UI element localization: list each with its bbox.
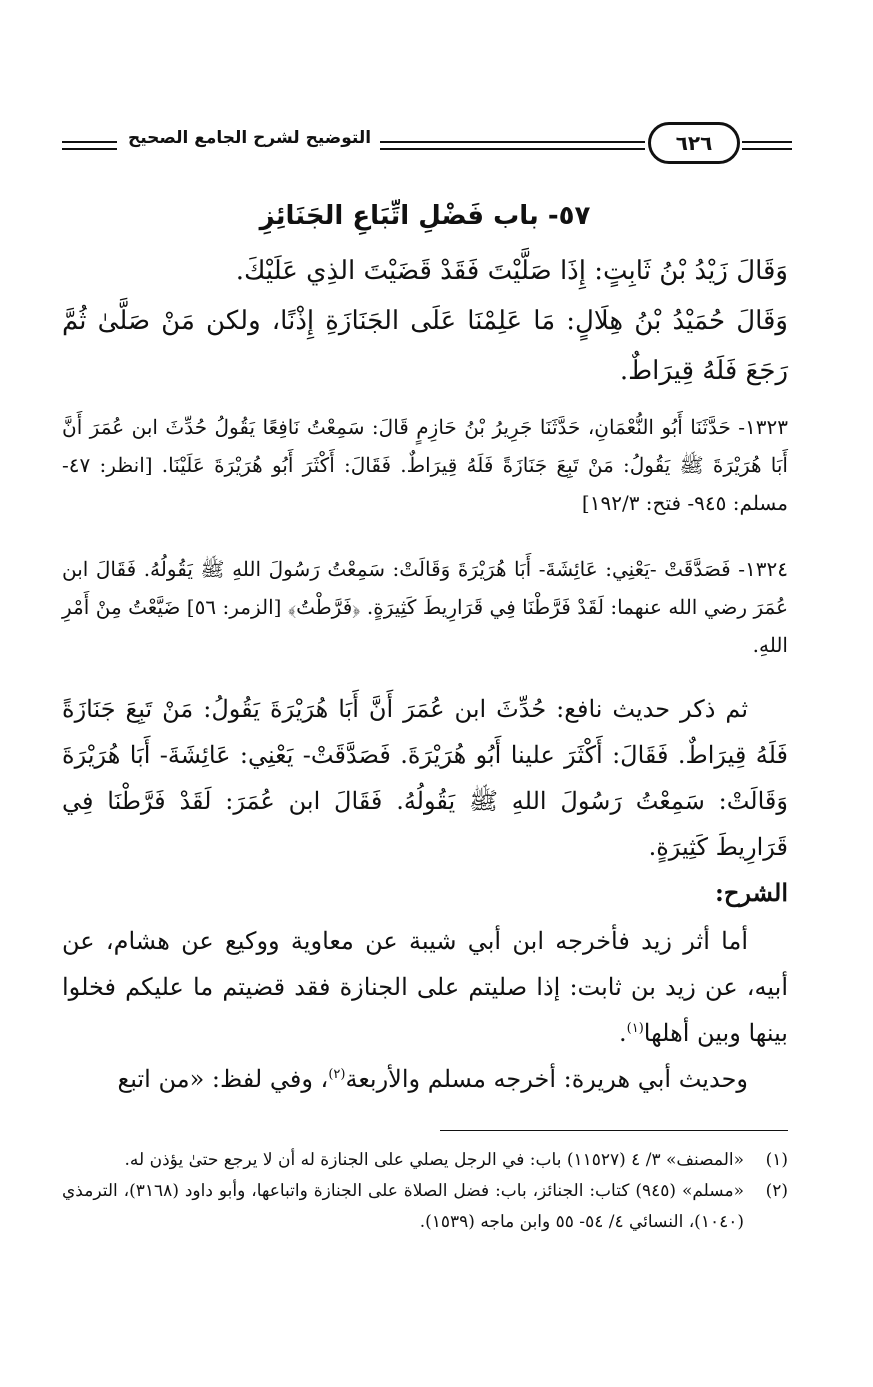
chapter-quotes [62, 246, 788, 396]
sharh-paragraph-2 [62, 1056, 788, 1102]
footnote-ref-1: (١) [626, 1021, 644, 1036]
header-rule-right [742, 141, 792, 150]
book-title: التوضيح لشرح الجامع الصحيح [127, 128, 372, 148]
sharh-paragraph-2-text: وحديث أبي هريرة: أخرجه مسلم والأربعة [345, 1065, 748, 1093]
header-rule-left [62, 141, 117, 150]
sharh-paragraph-1-end: . [618, 1019, 627, 1047]
footnote-1 [62, 1145, 788, 1176]
sharh-body [62, 918, 788, 1102]
sharh-paragraph-1 [62, 918, 788, 1056]
footnote-ref-2: (٢) [328, 1067, 346, 1082]
footnotes [62, 1145, 788, 1238]
footnote-2-number: (٢) [765, 1181, 788, 1201]
page-header [62, 120, 792, 170]
footnote-divider [440, 1130, 788, 1131]
chapter-title: ٥٧- باب فَضْلِ اتِّبَاعِ الجَنَائِزِ [259, 201, 591, 231]
footnote-1-text: «المصنف» ٣/ ٤ (١١٥٢٧) باب: في الرجل يصلي على الجنازة له أن لا يرجع حتىٰ يؤذن له. [124, 1150, 744, 1170]
discussion-paragraph: ثم ذكر حديث نافع: حُدِّثَ ابن عُمَرَ أَنَّ أَبَا هُرَيْرَةَ يَقُولُ: مَنْ تَبِعَ جَنَازَةً فَلَهُ قِيرَاطٌ. فَقَالَ: أَكْثَرَ علينا أَبُو هُرَيْرَةَ. فَصَدَّقَتْ- يَعْنِي: عَائِشَةَ- أَبَا هُرَيْرَةَ وَقَالَتْ: سَمِعْتُ رَسُولَ اللهِ ﷺ يَقُولُهُ. فَقَالَ ابن عُمَرَ: لَقَدْ فَرَّطْنَا فِي قَرَارِيطَ كَثِيرَةٍ. [62, 695, 788, 861]
quote-humayd: وَقَالَ حُمَيْدُ بْنُ هِلَالٍ: مَا عَلِمْنَا عَلَى الجَنَازَةِ إِذْنًا، ولكن مَنْ صَلَّىٰ ثُمَّ رَجَعَ فَلَهُ قِيرَاطٌ. [62, 306, 788, 386]
sharh-paragraph-1-text: أما أثر زيد فأخرجه ابن أبي شيبة عن معاوية ووكيع عن هشام، عن أبيه، عن زيد بن ثابت: إذا صليتم على الجنازة فقد قضيتم ما عليكم فخلوا بينها وبين أهلها [62, 927, 788, 1047]
hadith-1323: ١٣٢٣- حَدَّثَنَا أَبُو النُّعْمَانِ، حَدَّثَنَا جَرِيرُ بْنُ حَازِمٍ قَالَ: سَمِعْتُ نَافِعًا يَقُولُ حُدِّثَ ابن عُمَرَ أَنَّ أَبَا هُرَيْرَةَ ﷺ يَقُولُ: مَنْ تَبِعَ جَنَازَةً فَلَهُ قِيرَاطٌ. فَقَالَ: أَكْثَرَ أَبُو هُرَيْرَةَ عَلَيْنَا. [انظر: ٤٧- مسلم: ٩٤٥- فتح: ١٩٢/٣] [62, 415, 788, 515]
footnote-1-number: (١) [765, 1150, 788, 1170]
footnote-2-text: «مسلم» (٩٤٥) كتاب: الجنائز، باب: فضل الصلاة على الجنازة واتباعها، وأبو داود (٣١٦٨)، الترمذي (١٠٤٠)، النسائي ٤/ ٥٤- ٥٥ وابن ماجه (١٥٣٩). [62, 1181, 744, 1232]
sharh-heading: الشرح: [715, 878, 788, 907]
hadith-1324: ١٣٢٤- فَصَدَّقَتْ -يَعْنِي: عَائِشَةَ- أَبَا هُرَيْرَةَ وَقَالَتْ: سَمِعْتُ رَسُولَ اللهِ ﷺ يَقُولُهُ. فَقَالَ ابن عُمَرَ رضي الله عنهما: لَقَدْ فَرَّطْنَا فِي قَرَارِيطَ كَثِيرَةٍ. ﴿فَرَّطْتُ﴾ [الزمر: ٥٦] ضَيَّعْتُ مِنْ أَمْرِ اللهِ. [62, 557, 789, 657]
sharh-paragraph-2-end: ، وفي لفظ: «من اتبع [117, 1065, 329, 1093]
quote-zayd: وَقَالَ زَيْدُ بْنُ ثَابِتٍ: إِذَا صَلَّيْتَ فَقَدْ قَضَيْتَ الذِي عَلَيْكَ. [235, 256, 788, 286]
page-number: ٦٢٦ [648, 122, 740, 164]
header-rule-middle [380, 141, 645, 150]
footnote-2 [62, 1176, 788, 1238]
